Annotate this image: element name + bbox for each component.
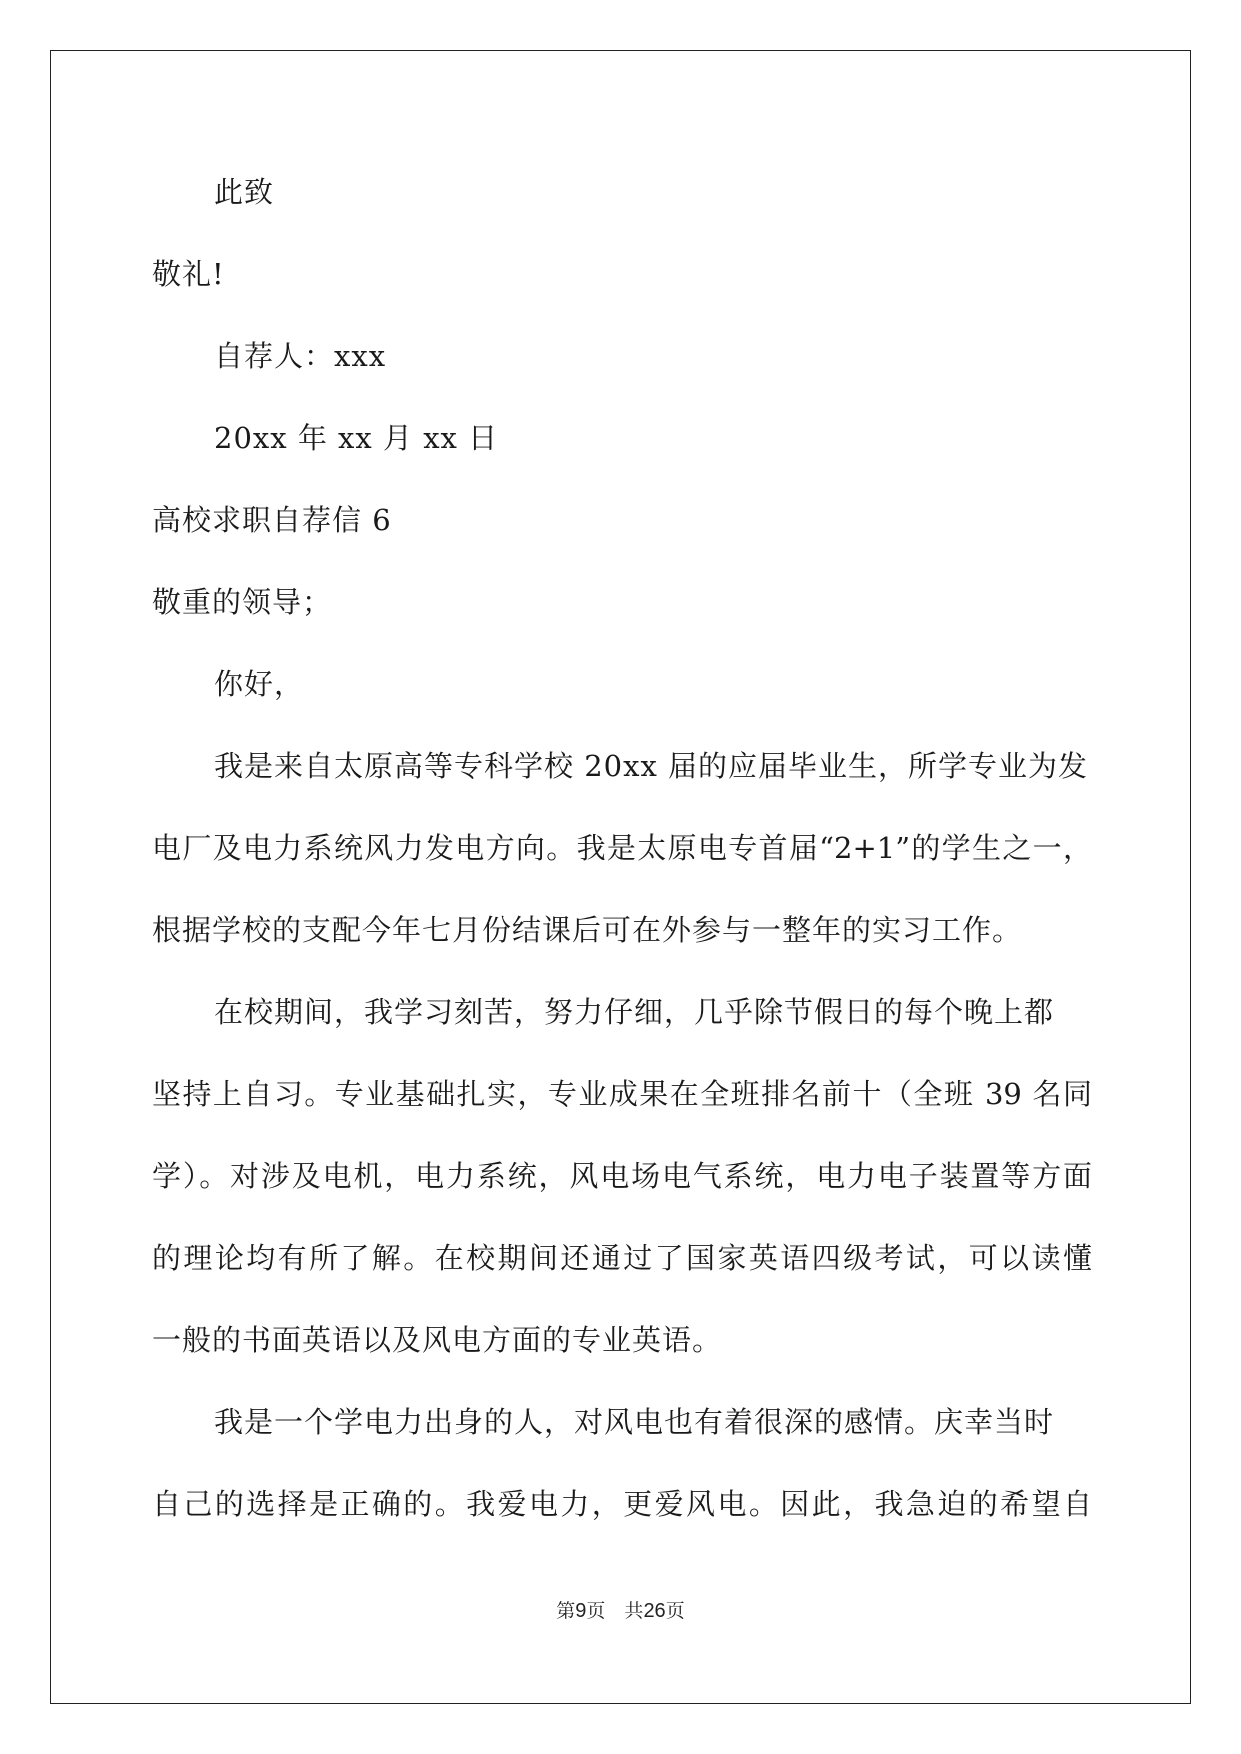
date-line: 20xx 年 xx 月 xx 日 — [214, 421, 499, 455]
paragraph-line: 坚持上自习。专业基础扎实，专业成果在全班排名前十（全班 39 名同 — [152, 1077, 1092, 1111]
footer-prefix: 第 — [556, 1600, 576, 1622]
paragraph-line: 电厂及电力系统风力发电方向。我是太原电专首届“2+1”的学生之一， — [152, 831, 1092, 865]
closing-regards: 敬礼! — [152, 257, 225, 291]
paragraph-line: 我是来自太原高等专科学校 20xx 届的应届毕业生，所学专业为发 — [214, 749, 1089, 783]
greeting-recipient: 敬重的领导； — [152, 585, 333, 619]
closing-salutation: 此致 — [214, 175, 275, 209]
page-border — [50, 50, 1191, 1704]
paragraph-line: 在校期间，我学习刻苦，努力仔细，几乎除节假日的每个晚上都 — [214, 995, 1055, 1029]
paragraph-line: 一般的书面英语以及风电方面的专业英语。 — [152, 1323, 723, 1357]
greeting-hello: 你好， — [214, 667, 305, 701]
letter-title: 高校求职自荐信 6 — [152, 503, 392, 537]
total-page-count: 26 — [643, 1600, 666, 1622]
paragraph-line: 的理论均有所了解。在校期间还通过了国家英语四级考试，可以读懂 — [152, 1241, 1092, 1275]
signer-line: 自荐人：xxx — [214, 339, 387, 373]
footer-suffix: 页 — [665, 1600, 685, 1622]
current-page-number: 9 — [575, 1600, 587, 1622]
paragraph-line: 根据学校的支配今年七月份结课后可在外参与一整年的实习工作。 — [152, 913, 1023, 947]
paragraph-line: 自己的选择是正确的。我爱电力，更爱风电。因此，我急迫的希望自 — [152, 1487, 1092, 1521]
footer-middle: 页 共 — [586, 1600, 644, 1622]
paragraph-line: 学）。对涉及电机，电力系统，风电场电气系统，电力电子装置等方面 — [152, 1159, 1092, 1193]
page-footer — [0, 1599, 1241, 1623]
paragraph-line: 我是一个学电力出身的人，对风电也有着很深的感情。庆幸当时 — [214, 1405, 1055, 1439]
